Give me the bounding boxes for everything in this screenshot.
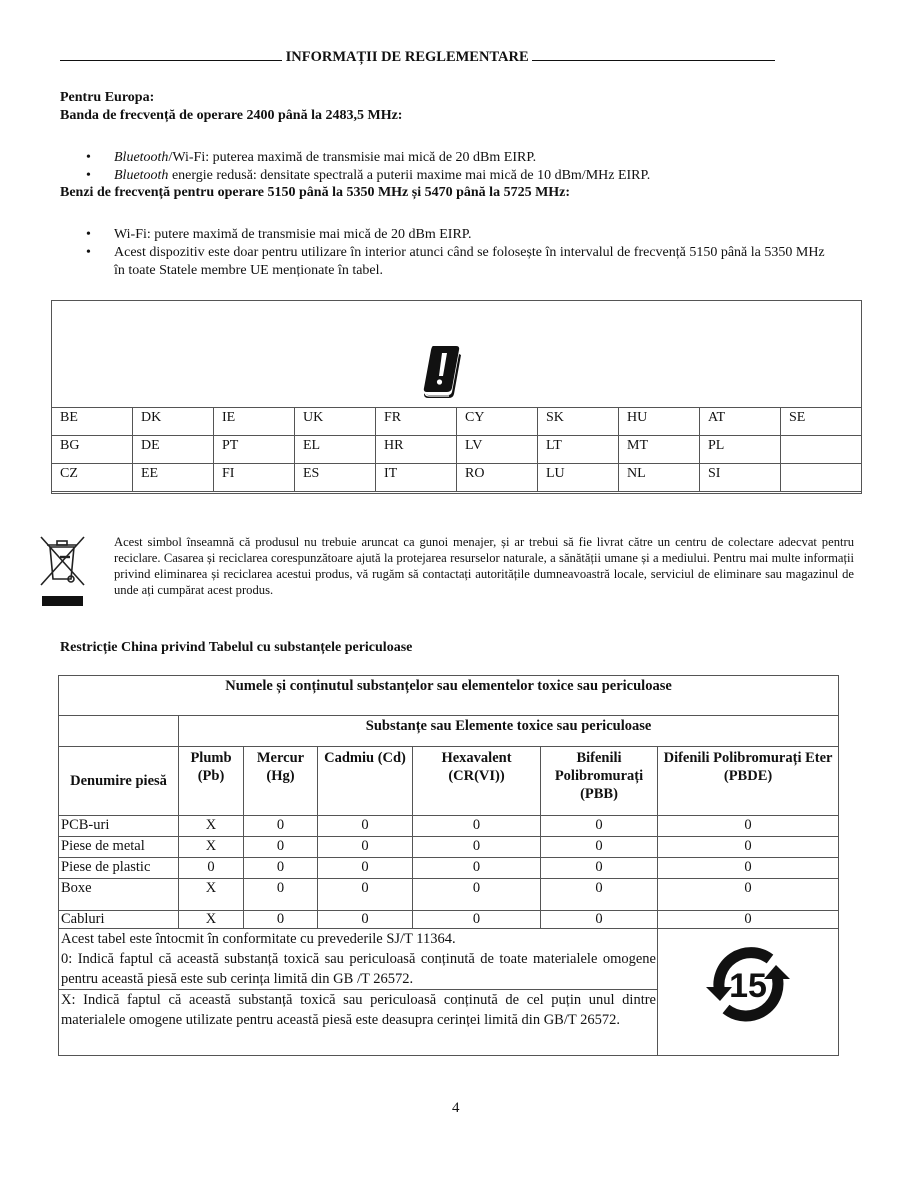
note-standard: Acest tabel este întocmit în conformitate cu prevederile SJ/T 11364. [61, 931, 456, 947]
table-cell: FR [376, 408, 457, 436]
table-row: Piese de metal X 0 0 0 0 0 [59, 837, 839, 858]
table-cell: MT [619, 436, 700, 464]
column-header: Mercur (Hg) [244, 747, 318, 816]
group-header: Substanțe sau Elemente toxice sau periculoase [179, 716, 839, 747]
note-zero-meaning: 0: Indică faptul că această substanță toxică sau periculoasă conținută de toate materialele omogene pentru această piesă este sub cerința limită din GB /T 26572. [61, 951, 656, 987]
hazardous-substances-table [58, 675, 839, 1056]
table-cell: LV [457, 436, 538, 464]
title-rule-right [532, 48, 775, 61]
table-cell: BG [52, 436, 133, 464]
table-title-row [59, 676, 839, 716]
table-row [52, 408, 862, 436]
table-cell: RO [457, 464, 538, 492]
band1-list [60, 149, 860, 185]
eu-countries-table [51, 407, 862, 492]
table-cell: DE [133, 436, 214, 464]
crossed-bin-icon [38, 533, 88, 608]
list-item: • Wi-Fi: putere maximă de transmisie mai mică de 20 dBm EIRP. [60, 226, 850, 244]
table-row: Boxe X 0 0 0 0 0 [59, 879, 839, 911]
group-header-row [59, 716, 839, 747]
table-cell [781, 436, 862, 464]
weee-disposal-text: Acest simbol înseamnă că produsul nu trebuie aruncat ca gunoi menajer, și ar trebui să fie livrat către un centru de colectare adecvat pentru reciclare. Casarea și reciclarea corespunzătoare ajută la protejarea resurselor naturale, a sănătății umane și a mediului. Pentru mai multe informații privind eliminarea și reciclarea acestui produs, vă rugăm să contactați autoritățile dumneavoastră locale, serviciul de eliminare sau magazinul de unde ați cumpărat acest produs. [114, 535, 854, 597]
environment-protection-use-period-icon [698, 943, 798, 1023]
table-cell: UK [295, 408, 376, 436]
page-number: 4 [452, 1100, 460, 1116]
table-cell: NL [619, 464, 700, 492]
column-header: Bifenili Polibromurați (PBB) [541, 747, 658, 816]
table-cell: IE [214, 408, 295, 436]
table-cell: EE [133, 464, 214, 492]
column-header: Difenili Polibromurați Eter (PBDE) [658, 747, 839, 816]
table-cell: LT [538, 436, 619, 464]
table-cell: SI [700, 464, 781, 492]
europe-heading: Pentru Europa: [60, 90, 155, 105]
table-cell: FI [214, 464, 295, 492]
band2-list [60, 226, 850, 280]
table-cell: IT [376, 464, 457, 492]
table-title: Numele și conținutul substanțelor sau elementelor toxice sau periculoase [59, 676, 839, 716]
band1-heading: Banda de frecvență de operare 2400 până la 2483,5 MHz: [60, 108, 403, 123]
table-row: Cabluri X 0 0 0 0 0 [59, 911, 839, 929]
notes-cell [59, 929, 658, 990]
table-cell: LU [538, 464, 619, 492]
table-row [52, 464, 862, 492]
band2-heading: Benzi de frecvență pentru operare 5150 până la 5350 MHz și 5470 până la 5725 MHz: [60, 185, 571, 200]
table-cell: SK [538, 408, 619, 436]
empty-header-cell [59, 716, 179, 747]
table-cell [781, 464, 862, 492]
column-header: Denumire piesă [59, 747, 179, 816]
table-cell: BE [52, 408, 133, 436]
column-header: Plumb (Pb) [179, 747, 244, 816]
table-row: Piese de plastic 0 0 0 0 0 0 [59, 858, 839, 879]
table-cell: DK [133, 408, 214, 436]
list-item: • Acest dispozitiv este doar pentru utilizare în interior atunci când se folosește în intervalul de frecvență 5150 până la 5350 MHz în toate Statele membre UE menționate în tabel. [60, 244, 850, 280]
table-row: PCB-uri X 0 0 0 0 0 [59, 816, 839, 837]
table-cell: CZ [52, 464, 133, 492]
table-cell: SE [781, 408, 862, 436]
notes-row [59, 929, 839, 990]
column-header: Hexavalent (CR(VI)) [413, 747, 541, 816]
column-header: Cadmiu (Cd) [318, 747, 413, 816]
table-cell: CY [457, 408, 538, 436]
table-cell: HU [619, 408, 700, 436]
table-cell: HR [376, 436, 457, 464]
list-item: • Bluetooth energie redusă: densitate spectrală a puterii maxime mai mică de 10 dBm/MHz EIRP. [60, 167, 860, 185]
table-cell: EL [295, 436, 376, 464]
page-title [60, 48, 840, 66]
title-rule-left [60, 48, 282, 61]
note-x-meaning: X: Indică faptul că această substanță toxică sau periculoasă conținută de cel puțin unul dintre materialele omogene utilizate pentru această piesă este deasupra cerinței limită din GB/T 26572. [59, 990, 658, 1056]
table-cell: AT [700, 408, 781, 436]
restriction-manual-icon [423, 344, 461, 399]
table-row [52, 436, 862, 464]
column-header-row [59, 747, 839, 816]
table-cell: ES [295, 464, 376, 492]
table-cell: PT [214, 436, 295, 464]
page-title-text: INFORMAȚII DE REGLEMENTARE [285, 49, 529, 65]
svg-text:15: 15 [729, 967, 767, 1005]
list-item: • Bluetooth/Wi-Fi: puterea maximă de transmisie mai mică de 20 dBm EIRP. [60, 149, 860, 167]
epup-cell [658, 929, 839, 1056]
table-cell: PL [700, 436, 781, 464]
china-rohs-title: Restricție China privind Tabelul cu substanțele periculoase [60, 640, 413, 655]
